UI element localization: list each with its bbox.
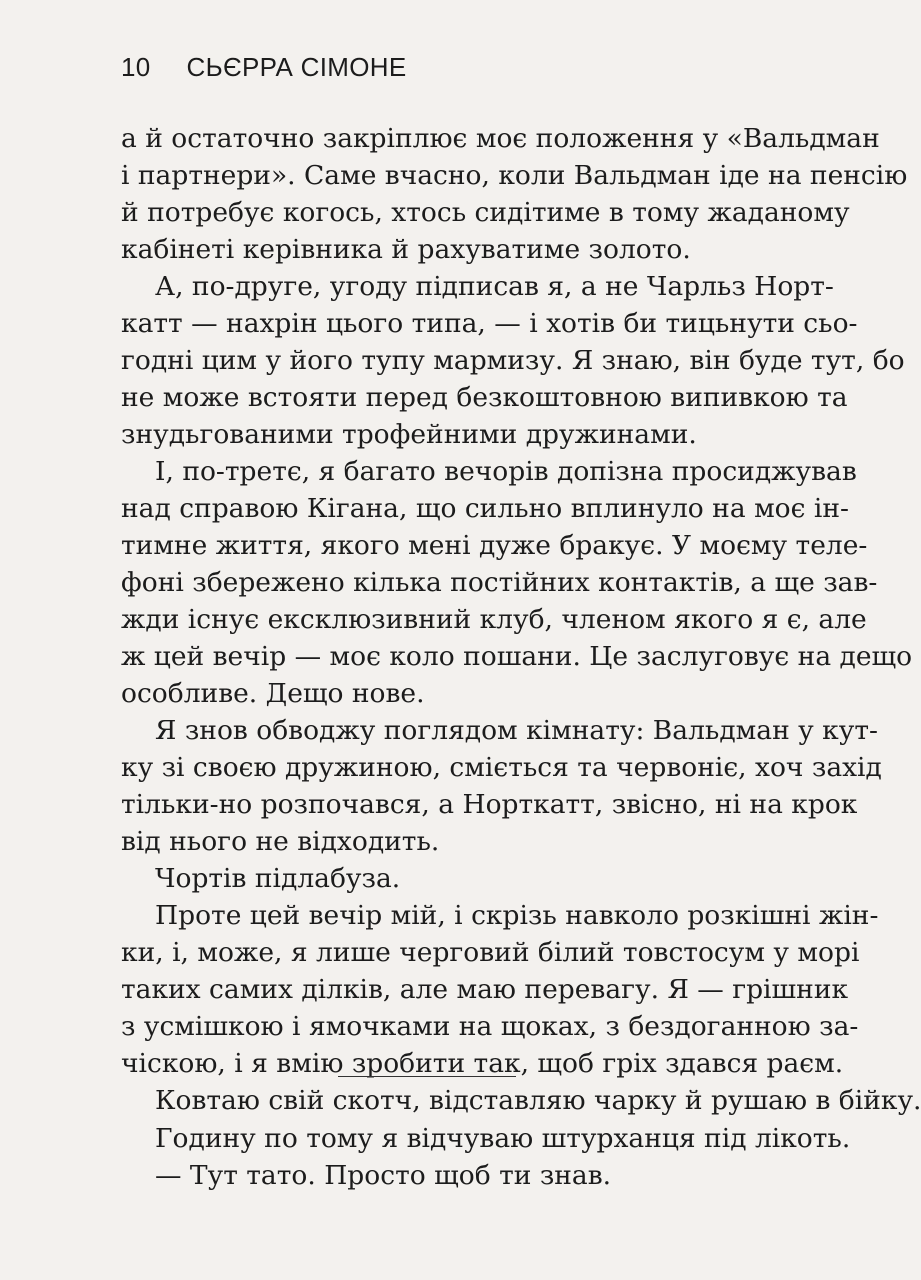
text-line: Проте цей вечір мій, і скрізь навколо розкішні жін- <box>155 900 879 931</box>
text-line: й потребує когось, хтось сидітиме в тому жаданому <box>121 197 850 228</box>
text-line: ку зі своєю дружиною, сміється та червоніє, хоч захід <box>121 752 882 783</box>
text-line: кабінеті керівника й рахуватиме золото. <box>121 234 691 265</box>
section-divider <box>338 1076 516 1077</box>
text-line: Я знов обводжу поглядом кімнату: Вальдман у кут- <box>155 715 878 746</box>
text-line: А, по-друге, угоду підписав я, а не Чарльз Норт- <box>155 271 834 302</box>
text-line: а й остаточно закріплює моє положення у «Вальдман <box>121 123 880 154</box>
text-line: тільки-но розпочався, а Норткатт, звісно, ні на крок <box>121 789 858 820</box>
text-line: ки, і, може, я лише черговий білий товстосум у морі <box>121 937 860 968</box>
text-line: Годину по тому я відчуваю штурханця під лікоть. <box>155 1123 851 1154</box>
text-line: — Тут тато. Просто щоб ти знав. <box>155 1160 612 1191</box>
text-line: над справою Кігана, що сильно вплинуло на моє ін- <box>121 493 849 524</box>
text-line: від нього не відходить. <box>121 826 440 857</box>
text-line: з усмішкою і ямочками на щоках, з бездоганною за- <box>121 1011 859 1042</box>
text-line: ж цей вечір — моє коло пошани. Це заслуговує на дещо <box>121 641 913 672</box>
text-line: Ковтаю свій скотч, відставляю чарку й рушаю в бійку. <box>155 1085 921 1116</box>
text-line: жди існує ексклюзивний клуб, членом якого я є, але <box>121 604 867 635</box>
text-line: годні цим у його тупу мармизу. Я знаю, він буде тут, бо <box>121 345 905 376</box>
text-line: фоні збережено кілька постійних контактів, а ще зав- <box>121 567 878 598</box>
running-title: СЬЄРРА СІМОНЕ <box>186 52 407 82</box>
body-text <box>121 120 921 1119</box>
text-line: знудьгованими трофейними дружинами. <box>121 419 697 450</box>
text-line: особливе. Дещо нове. <box>121 678 425 709</box>
text-line: не може встояти перед безкоштовною випивкою та <box>121 382 848 413</box>
text-line: тимне життя, якого мені дуже бракує. У моєму теле- <box>121 530 868 561</box>
body-text-after-break <box>121 1120 851 1194</box>
text-line: І, по-третє, я багато вечорів допізна просиджував <box>155 456 857 487</box>
text-line: Чортів підлабуза. <box>155 863 401 894</box>
text-line: таких самих ділків, але маю перевагу. Я — грішник <box>121 974 849 1005</box>
page-number: 10 <box>121 52 151 82</box>
text-line: катт — нахрін цього типа, — і хотів би тицьнути сьо- <box>121 308 858 339</box>
text-line: і партнери». Саме вчасно, коли Вальдман іде на пенсію <box>121 160 908 191</box>
text-line: чіскою, і я вмію зробити так, щоб гріх здався раєм. <box>121 1048 844 1079</box>
running-header <box>121 52 406 83</box>
